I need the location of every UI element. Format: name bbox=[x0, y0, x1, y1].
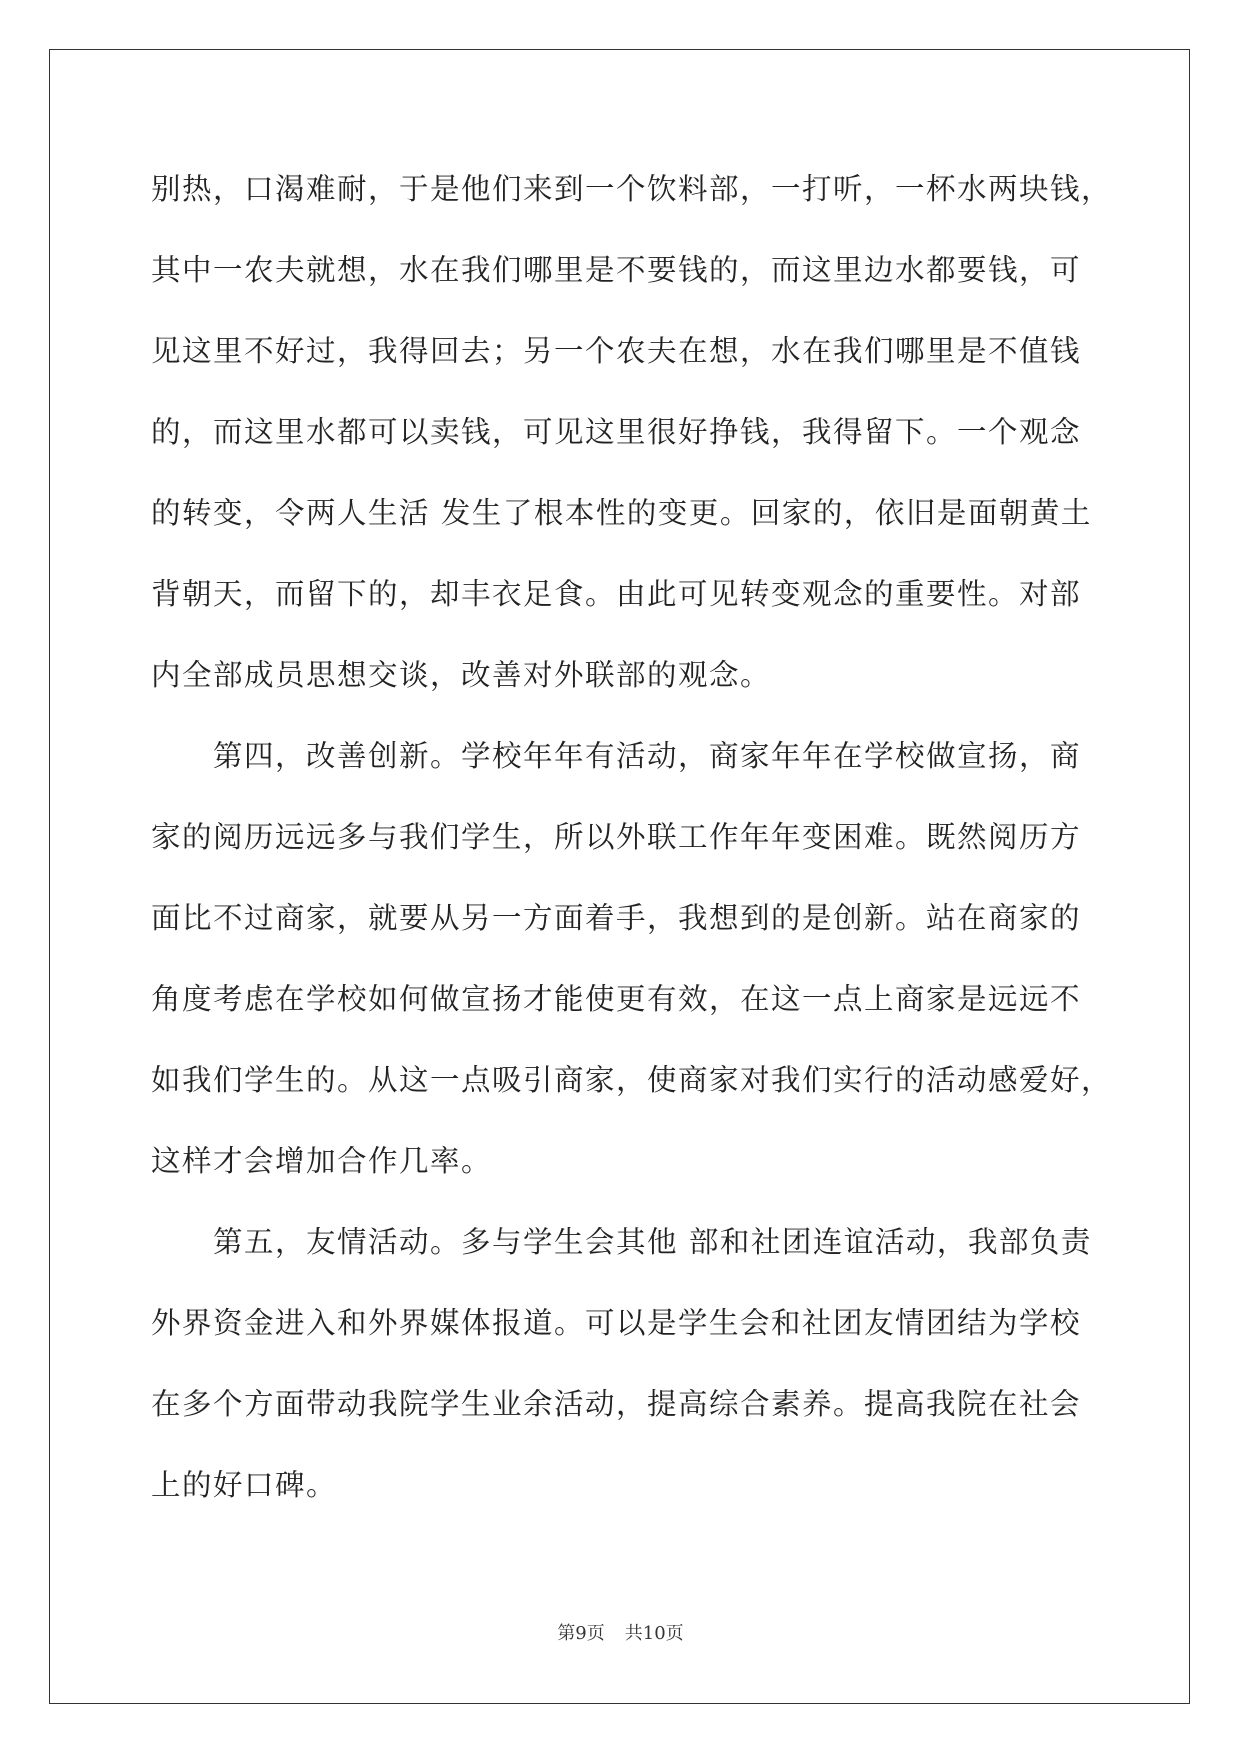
page-footer bbox=[0, 1619, 1241, 1645]
text-line: 在多个方面带动我院学生业余活动，提高综合素养。提高我院在社会 bbox=[151, 1387, 1082, 1421]
text-line: 外界资金进入和外界媒体报道。可以是学生会和社团友情团结为学校 bbox=[151, 1306, 1082, 1340]
text-line: 家的阅历远远多与我们学生，所以外联工作年年变困难。既然阅历方 bbox=[151, 820, 1082, 854]
text-line: 第四，改善创新。学校年年有活动，商家年年在学校做宣扬，商 bbox=[151, 739, 1082, 773]
text-line: 别热，口渴难耐，于是他们来到一个饮料部，一打听，一杯水两块钱， bbox=[151, 172, 1113, 206]
text-line: 背朝天，而留下的，却丰衣足食。由此可见转变观念的重要性。对部 bbox=[151, 577, 1082, 611]
text-line: 其中一农夫就想，水在我们哪里是不要钱的，而这里边水都要钱，可 bbox=[151, 253, 1082, 287]
text-line: 的，而这里水都可以卖钱，可见这里很好挣钱，我得留下。一个观念 bbox=[151, 415, 1082, 449]
text-line: 上的好口碑。 bbox=[151, 1468, 338, 1502]
text-line: 的转变，令两人生活 发生了根本性的变更。回家的，依旧是面朝黄土 bbox=[151, 496, 1092, 530]
total-pages: 共10页 bbox=[624, 1623, 684, 1644]
document-body bbox=[151, 149, 1113, 1526]
page-number: 第9页 bbox=[557, 1623, 605, 1644]
text-line: 内全部成员思想交谈，改善对外联部的观念。 bbox=[151, 658, 772, 692]
text-line: 角度考虑在学校如何做宣扬才能使更有效，在这一点上商家是远远不 bbox=[151, 982, 1082, 1016]
text-line: 见这里不好过，我得回去；另一个农夫在想，水在我们哪里是不值钱 bbox=[151, 334, 1082, 368]
text-line: 如我们学生的。从这一点吸引商家，使商家对我们实行的活动感爱好， bbox=[151, 1063, 1113, 1097]
text-line: 这样才会增加合作几率。 bbox=[151, 1144, 493, 1178]
text-line: 面比不过商家，就要从另一方面着手，我想到的是创新。站在商家的 bbox=[151, 901, 1082, 935]
text-line: 第五，友情活动。多与学生会其他 部和社团连谊活动，我部负责 bbox=[151, 1225, 1092, 1259]
